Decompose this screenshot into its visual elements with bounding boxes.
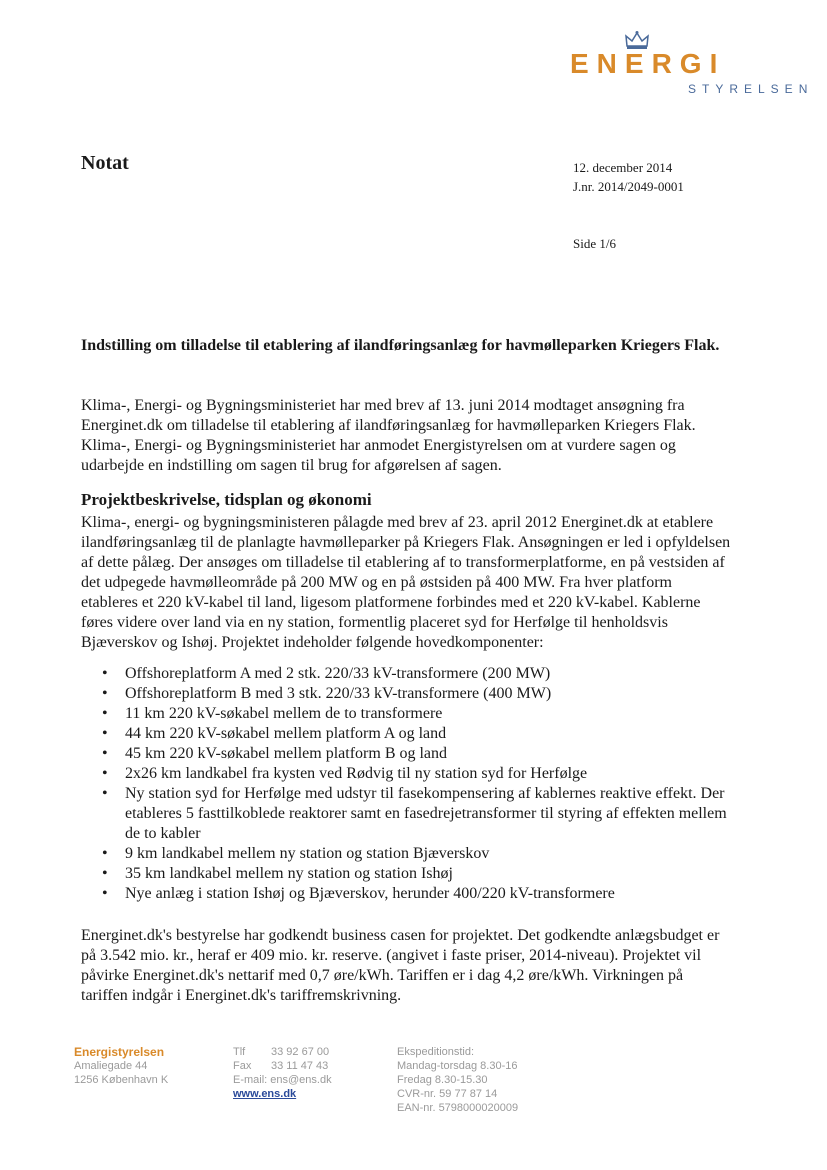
hours-title: Ekspeditionstid: bbox=[397, 1046, 475, 1058]
ean-number: EAN-nr. 5798000020009 bbox=[397, 1102, 519, 1114]
document-type: Notat bbox=[81, 152, 129, 174]
crown-icon bbox=[624, 30, 650, 50]
fax-number: 33 11 47 43 bbox=[271, 1060, 329, 1072]
phone-number: 33 92 67 00 bbox=[271, 1046, 330, 1058]
section-heading: Projektbeskrivelse, tidsplan og økonomi bbox=[81, 490, 372, 509]
list-item: • 11 km 220 kV-søkabel mellem de to transformere bbox=[102, 705, 443, 722]
logo-wordmark: ENERGI bbox=[570, 48, 726, 79]
footer-address bbox=[74, 1045, 168, 1087]
closing-paragraph: Energinet.dk's bestyrelse har godkendt business casen for projektet. Det godkendte anlægsbudget er på 3.542 mio. kr., heraf er 409 mio. kr. reserve. (angivet i faste priser, 2014-niveau). Projektet vil påvirke Energinet.dk's nettarif med 0,7 øre/kWh. Tariffen er i dag 4,2 øre/kWh. Virkningen på tariffen indgår i Energinet.dk's tariffremskrivning. bbox=[81, 927, 720, 1004]
logo-subtitle: STYRELSEN bbox=[688, 82, 814, 96]
document-date: 12. december 2014 bbox=[573, 160, 673, 175]
list-item: • 44 km 220 kV-søkabel mellem platform A og land bbox=[102, 725, 447, 742]
intro-paragraph: Klima-, Energi- og Bygningsministeriet har med brev af 13. juni 2014 modtaget ansøgning fra Energinet.dk om tilladelse til etablering af ilandføringsanlæg for havmølleparken Kriegers Flak. Klima-, Energi- og Bygningsministeriet har anmodet Energistyrelsen om at vurdere sagen og udarbejde en indstilling om sagen til brug for afgørelsen af sagen. bbox=[81, 397, 696, 474]
list-item: • Ny station syd for Herfølge med udstyr til fasekompensering af kablernes reaktive effekt. Der etableres 5 fasttilkoblede reaktorer samt en fasedrejetransformer til styring af effekten mellem de to kabler bbox=[102, 785, 727, 842]
cvr-number: CVR-nr. 59 77 87 14 bbox=[397, 1088, 498, 1100]
journal-number: J.nr. 2014/2049-0001 bbox=[573, 179, 684, 194]
list-item: • 45 km 220 kV-søkabel mellem platform B og land bbox=[102, 745, 448, 762]
footer-contact bbox=[233, 1045, 332, 1101]
email-address: E-mail: ens@ens.dk bbox=[233, 1074, 332, 1086]
footer-hours bbox=[397, 1045, 518, 1115]
list-item: • 35 km landkabel mellem ny station og station Ishøj bbox=[102, 865, 453, 882]
fax-label: Fax bbox=[233, 1060, 252, 1072]
list-item: • Nye anlæg i station Ishøj og Bjæverskov, herunder 400/220 kV-transformere bbox=[102, 885, 615, 902]
page-number: Side 1/6 bbox=[573, 236, 616, 251]
footer-org-name: Energistyrelsen bbox=[74, 1045, 165, 1059]
hours-weekdays: Mandag-torsdag 8.30-16 bbox=[397, 1060, 518, 1072]
hours-friday: Fredag 8.30-15.30 bbox=[397, 1074, 488, 1086]
list-item: • Offshoreplatform A med 2 stk. 220/33 kV-transformere (200 MW) bbox=[102, 665, 551, 682]
list-item: • 2x26 km landkabel fra kysten ved Rødvig til ny station syd for Herfølge bbox=[102, 765, 588, 782]
footer-street: Amaliegade 44 bbox=[74, 1060, 148, 1072]
component-list bbox=[81, 664, 741, 904]
list-item: • 9 km landkabel mellem ny station og station Bjæverskov bbox=[102, 845, 490, 862]
energistyrelsen-logo bbox=[566, 30, 814, 100]
document-title: Indstilling om tilladelse til etablering af ilandføringsanlæg for havmølleparken Kriegers Flak. bbox=[81, 337, 720, 354]
list-item: • Offshoreplatform B med 3 stk. 220/33 kV-transformere (400 MW) bbox=[102, 685, 552, 702]
footer-city: 1256 København K bbox=[74, 1074, 169, 1086]
website-link[interactable]: www.ens.dk bbox=[233, 1088, 297, 1100]
phone-label: Tlf bbox=[233, 1046, 246, 1058]
section-paragraph: Klima-, energi- og bygningsministeren pålagde med brev af 23. april 2012 Energinet.dk at etablere ilandføringsanlæg til de planlagte havmølleparker på Kriegers Flak. Ansøgningen er led i opfyldelsen af dette pålæg. Der ansøges om tilladelse til etablering af to transformerplatforme, en på vestsiden af det udpegede havmølleområde på 200 MW og en på østsiden på 400 MW. Fra hver platform etableres et 220 kV-kabel til land, ligesom platformene forbindes med et 220 kV-kabel. Kablerne føres videre over land via en ny station, formentlig placeret syd for Herfølge til henholdsvis Bjæverskov og Ishøj. Projektet indeholder følgende hovedkomponenter: bbox=[81, 514, 731, 651]
